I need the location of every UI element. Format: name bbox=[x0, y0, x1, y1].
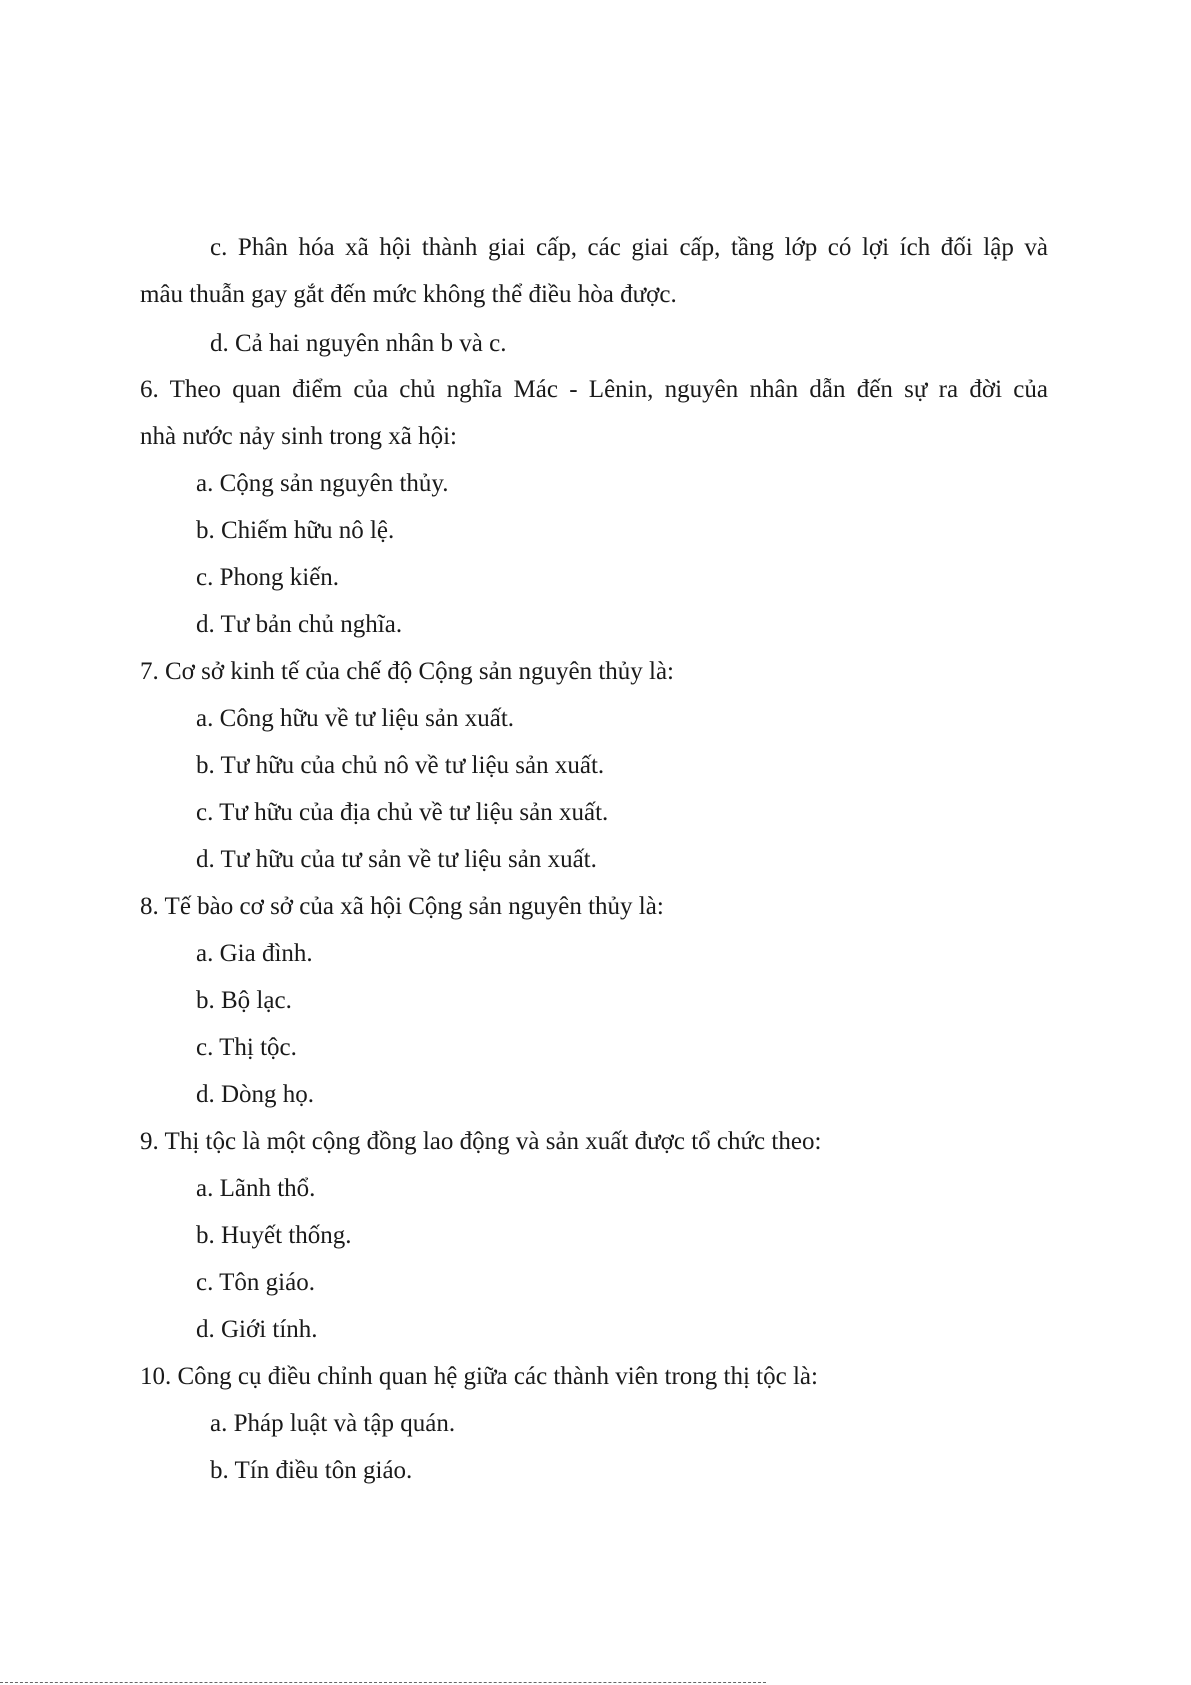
q8-option-d: d. Dòng họ. bbox=[196, 1081, 315, 1108]
question-7-stem: 7. Cơ sở kinh tế của chế độ Cộng sản nguyên thủy là: bbox=[140, 658, 674, 685]
q8-option-c: c. Thị tộc. bbox=[196, 1034, 297, 1061]
q9-option-b: b. Huyết thống. bbox=[196, 1222, 352, 1249]
q9-option-d: d. Giới tính. bbox=[196, 1316, 318, 1343]
question-8-stem: 8. Tế bào cơ sở của xã hội Cộng sản nguyên thủy là: bbox=[140, 893, 664, 920]
q7-option-b: b. Tư hữu của chủ nô về tư liệu sản xuất. bbox=[196, 752, 605, 779]
question-6-stem-line1: 6. Theo quan điểm của chủ nghĩa Mác - Lênin, nguyên nhân dẫn đến sự ra đời của bbox=[140, 376, 1048, 403]
q7-option-a: a. Công hữu về tư liệu sản xuất. bbox=[196, 705, 515, 732]
q9-option-c: c. Tôn giáo. bbox=[196, 1269, 315, 1296]
question-9-stem: 9. Thị tộc là một cộng đồng lao động và sản xuất được tổ chức theo: bbox=[140, 1128, 822, 1155]
question-10-stem: 10. Công cụ điều chỉnh quan hệ giữa các thành viên trong thị tộc là: bbox=[140, 1363, 818, 1390]
page-bottom-edge bbox=[0, 1682, 766, 1683]
q10-option-b: b. Tín điều tôn giáo. bbox=[210, 1457, 413, 1484]
q8-option-b: b. Bộ lạc. bbox=[196, 987, 292, 1014]
q9-option-a: a. Lãnh thổ. bbox=[196, 1175, 316, 1202]
q7-option-c: c. Tư hữu của địa chủ về tư liệu sản xuất. bbox=[196, 799, 609, 826]
q6-option-c: c. Phong kiến. bbox=[196, 564, 340, 591]
q6-option-a: a. Cộng sản nguyên thủy. bbox=[196, 470, 449, 497]
q5-option-d: d. Cả hai nguyên nhân b và c. bbox=[210, 330, 507, 357]
question-6-stem-line2: nhà nước nảy sinh trong xã hội: bbox=[140, 423, 457, 450]
q5-option-c-line2: mâu thuẫn gay gắt đến mức không thể điều hòa được. bbox=[140, 281, 677, 308]
q5-option-c-line1: c. Phân hóa xã hội thành giai cấp, các giai cấp, tầng lớp có lợi ích đối lập và bbox=[210, 234, 1048, 261]
q8-option-a: a. Gia đình. bbox=[196, 940, 313, 967]
q7-option-d: d. Tư hữu của tư sản về tư liệu sản xuất. bbox=[196, 846, 597, 873]
q6-option-b: b. Chiếm hữu nô lệ. bbox=[196, 517, 395, 544]
q6-option-d: d. Tư bản chủ nghĩa. bbox=[196, 611, 403, 638]
q10-option-a: a. Pháp luật và tập quán. bbox=[210, 1410, 456, 1437]
